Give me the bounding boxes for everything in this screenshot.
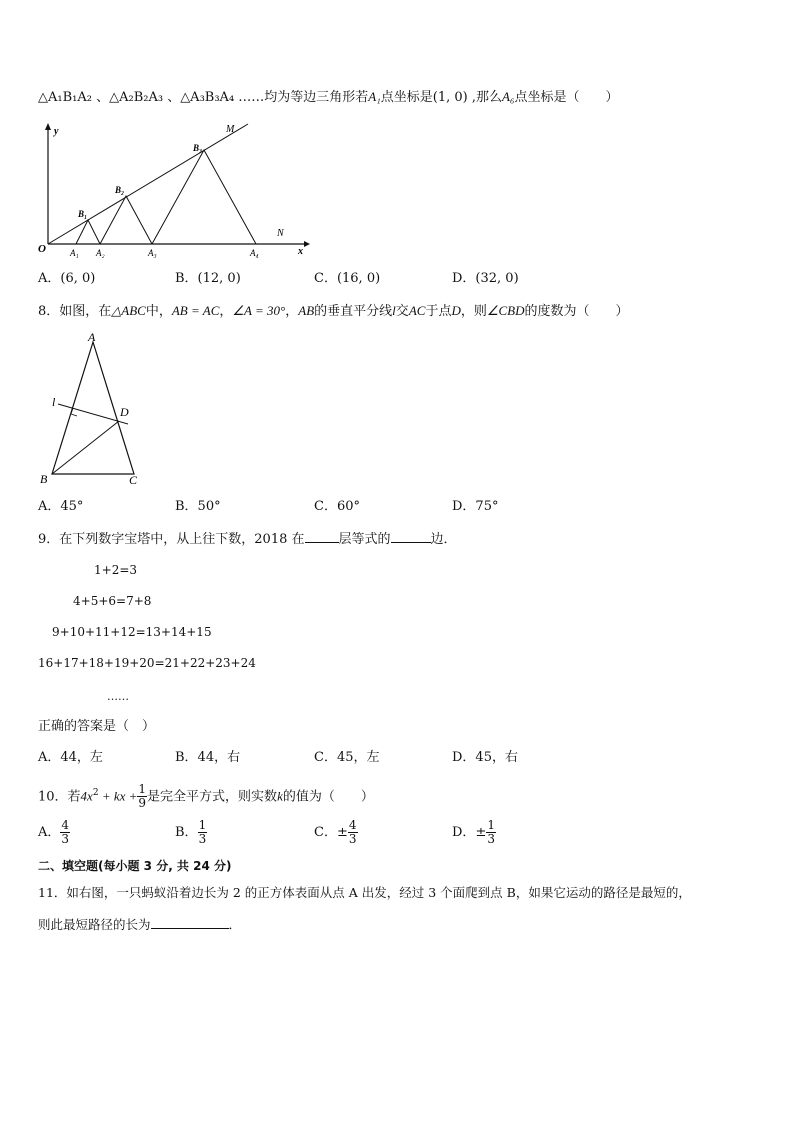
triangle-a2b2a3	[100, 196, 152, 244]
q8-t1: 中，	[145, 304, 172, 319]
q8-eq1: AB = AC	[171, 303, 220, 318]
q10-sup: 2	[92, 788, 99, 798]
label-a: A	[88, 330, 96, 344]
q8-option-b[interactable]: B．50°	[175, 499, 221, 514]
q10-option-a-fraction	[60, 819, 70, 846]
label-o: O	[38, 243, 46, 255]
q10-option-c-label: C．	[314, 825, 337, 840]
q7-stem	[38, 88, 618, 107]
q9-option-a[interactable]: A．44，左	[38, 750, 103, 765]
label-a2: A₂	[96, 248, 105, 258]
q8-ac: AC	[408, 303, 426, 318]
q10-option-b[interactable]	[175, 818, 207, 848]
pagoda-row-1: 1+2=3	[94, 563, 138, 577]
q7-stem-suffix: 点坐标是（ ）	[514, 90, 619, 105]
q11-line-2-end: ．	[228, 917, 242, 932]
q8-d: D	[451, 303, 461, 318]
q10-expr-a: 4x	[80, 788, 93, 804]
q7-coord: (1, 0)	[432, 90, 468, 105]
label-l: l	[52, 395, 56, 409]
q9-option-d[interactable]: D．45，右	[452, 750, 518, 765]
y-axis-arrow-icon	[45, 123, 51, 130]
q8-figure	[36, 328, 156, 490]
q10-k: k	[277, 788, 283, 804]
q8-t7: ，则	[460, 304, 487, 319]
q8-t3: ，	[285, 304, 299, 319]
q9-blank-side[interactable]	[391, 530, 431, 543]
q9-stem	[38, 530, 457, 549]
q10-stem	[38, 776, 374, 814]
q10-option-b-num: 1	[198, 818, 207, 832]
q8-stem	[38, 302, 629, 321]
q10-option-d-sign: ±	[475, 825, 487, 840]
section-2-title: 二、填空题(每小题 3 分, 共 24 分)	[38, 859, 232, 873]
segment-bd	[52, 421, 119, 474]
q10-option-d-label: D．	[452, 825, 476, 840]
q7-option-b[interactable]: B．(12, 0)	[175, 271, 241, 286]
q9-stem-a: 9．在下列数字宝塔中，从上往下数，2018 在	[38, 532, 305, 547]
q10-option-c-num: 4	[348, 818, 357, 832]
q9-answer-prompt: 正确的答案是（ ）	[38, 719, 156, 734]
q9-option-c[interactable]: C．45，左	[314, 750, 380, 765]
q10-option-b-label: B．	[175, 825, 198, 840]
q8-t6: 于点	[425, 304, 452, 319]
q10-option-d-den: 3	[487, 832, 495, 846]
q10-frac-num: 1	[138, 782, 147, 797]
pagoda-ellipsis: ……	[107, 690, 129, 703]
label-m: M	[226, 124, 235, 135]
q7-figure	[36, 118, 316, 260]
q9-stem-c: 边．	[430, 532, 457, 547]
triangle-a1b1a2	[76, 220, 100, 244]
label-b1: B₁	[78, 209, 88, 219]
q10-option-b-fraction	[198, 819, 208, 846]
q7-option-c[interactable]: C．(16, 0)	[314, 271, 381, 286]
q7-stem-mid2: ,那么	[467, 90, 502, 105]
label-a3: A₃	[148, 248, 157, 258]
label-c: C	[129, 473, 138, 487]
q7-a6-label: A₆	[502, 89, 515, 104]
q10-option-d-fraction	[486, 819, 496, 846]
label-a4: A₄	[250, 248, 259, 258]
q7-option-d[interactable]: D．(32, 0)	[452, 271, 519, 286]
pagoda-row-3: 9+10+11+12=13+14+15	[52, 625, 212, 639]
q10-option-c-sign: ±	[336, 825, 348, 840]
q9-option-b[interactable]: B．44，右	[175, 750, 241, 765]
q10-frac-den: 9	[138, 796, 147, 811]
q10-option-c-fraction	[348, 819, 358, 846]
q8-t8: 的度数为（ ）	[524, 304, 629, 319]
q8-t4: 的垂直平分线	[314, 304, 393, 319]
q11-line-2	[38, 916, 241, 934]
label-y: y	[54, 126, 59, 137]
q10-option-b-den: 3	[198, 832, 207, 846]
q10-option-a[interactable]	[38, 818, 70, 848]
triangle-a3b3a4	[152, 150, 256, 244]
q10-num: 10．若	[38, 789, 81, 805]
q8-ab: AB	[298, 303, 315, 318]
q10-option-c[interactable]	[314, 818, 358, 848]
q8-cbd: ∠CBD	[486, 303, 525, 318]
label-n: N	[277, 228, 284, 239]
q8-t5: 交	[395, 304, 409, 319]
label-a1: A₁	[70, 248, 79, 258]
q8-option-a[interactable]: A．45°	[38, 499, 84, 514]
q8-t2: ，	[219, 304, 233, 319]
q8-l: l	[392, 303, 396, 318]
q10-stem-c: 的值为（ ）	[282, 789, 374, 805]
q8-angle: ∠A = 30°	[232, 303, 286, 318]
x-axis-arrow-icon	[304, 241, 310, 247]
q7-option-a[interactable]: A．(6, 0)	[38, 271, 96, 286]
q9-stem-b: 层等式的	[338, 532, 391, 547]
q10-expr-b: + kx +	[98, 788, 138, 804]
q8-num: 8．如图，在	[38, 304, 112, 319]
q11-answer-blank[interactable]	[151, 916, 229, 929]
q8-option-c[interactable]: C．60°	[314, 499, 360, 514]
label-x: x	[298, 246, 303, 257]
q11-line-1: 11．如右图，一只蚂蚁沿着边长为 2 的正方体表面从点 A 出发，经过 3 个面爬到点 B，如果它运动的路径是最短的，	[38, 885, 691, 900]
q10-option-a-num: 4	[61, 818, 70, 832]
q9-blank-layer[interactable]	[305, 530, 339, 543]
q10-fraction	[137, 783, 147, 810]
label-b2: B₂	[115, 185, 125, 195]
ray-om	[48, 124, 248, 244]
q11-line-2-text: 则此最短路径的长为	[38, 917, 151, 932]
q8-option-d[interactable]: D．75°	[452, 499, 499, 514]
q10-option-a-den: 3	[61, 832, 70, 846]
q7-stem-prefix: △A₁B₁A₂ 、△A₂B₂A₃ 、△A₃B₃A₄ ……均为等边三角形若	[38, 90, 369, 105]
q10-option-c-den: 3	[348, 832, 357, 846]
label-d: D	[120, 405, 129, 419]
q10-stem-b: 是完全平方式，则实数	[147, 789, 278, 805]
q10-option-d[interactable]	[452, 818, 496, 848]
q10-option-d-num: 1	[487, 818, 495, 832]
q7-stem-mid: 点坐标是	[380, 90, 433, 105]
label-b3: B₃	[193, 143, 203, 153]
pagoda-row-4: 16+17+18+19+20=21+22+23+24	[38, 656, 256, 670]
q7-a1-label: A₁	[368, 89, 381, 104]
q8-tri: △ABC	[111, 303, 146, 318]
label-b: B	[40, 472, 48, 486]
pagoda-row-2: 4+5+6=7+8	[73, 594, 152, 608]
q10-option-a-label: A．	[38, 825, 61, 840]
